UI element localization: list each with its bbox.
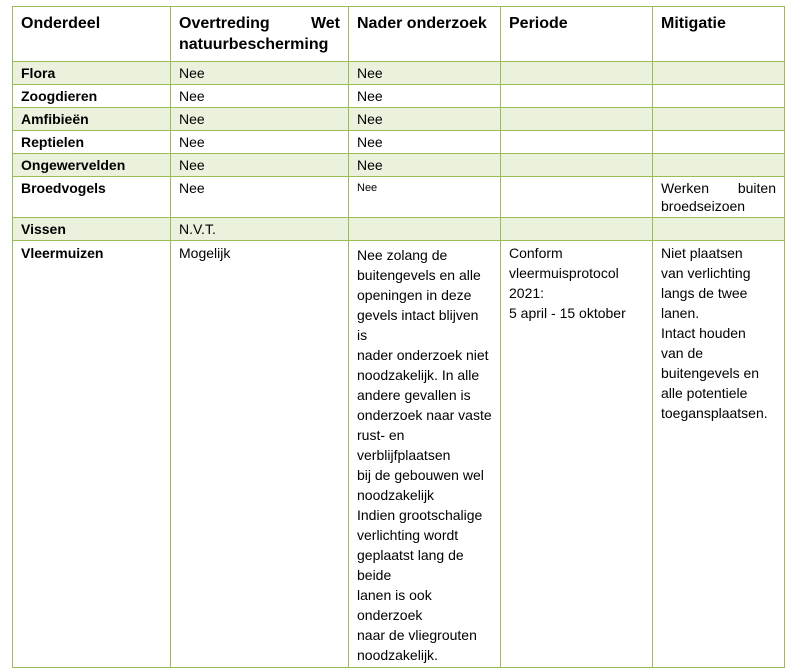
table-row <box>13 241 785 668</box>
text-line: van de <box>661 345 704 361</box>
cell-onderzoek <box>349 241 501 668</box>
text-line: bij de gebouwen wel <box>357 467 484 483</box>
text-line: openingen in deze <box>357 287 472 303</box>
cell-periode <box>501 241 653 668</box>
text-line: noodzakelijk. <box>357 647 438 663</box>
cell-overtreding: Nee <box>171 62 349 85</box>
text-line: Niet plaatsen <box>661 245 743 261</box>
cell-mitigatie <box>653 218 785 241</box>
cell-onderdeel: Vleermuizen <box>13 241 171 668</box>
header-onderdeel: Onderdeel <box>13 7 171 62</box>
text-line: Nee zolang de <box>357 247 448 263</box>
cell-periode <box>501 131 653 154</box>
cell-onderzoek: Nee <box>349 62 501 85</box>
cell-onderzoek: Nee <box>349 177 501 218</box>
table-row <box>13 108 785 131</box>
text-line: vleermuisprotocol <box>509 265 619 281</box>
cell-mitigatie <box>653 62 785 85</box>
header-row <box>13 7 785 62</box>
text-line: geplaatst lang de beide <box>357 547 464 583</box>
text-line: naar de vliegrouten <box>357 627 477 643</box>
text-line: noodzakelijk. In alle <box>357 367 480 383</box>
text-line: andere gevallen is <box>357 387 471 403</box>
cell-onderdeel: Ongewervelden <box>13 154 171 177</box>
table-row <box>13 154 785 177</box>
cell-mitigatie: Werken buiten broedseizoen <box>653 177 785 218</box>
cell-mitigatie <box>653 154 785 177</box>
summary-table <box>12 6 785 668</box>
header-periode: Periode <box>501 7 653 62</box>
table-row <box>13 85 785 108</box>
table-row <box>13 62 785 85</box>
text-line: Indien grootschalige <box>357 507 483 523</box>
text-line: langs de twee <box>661 285 748 301</box>
cell-periode <box>501 108 653 131</box>
cell-onderdeel: Vissen <box>13 218 171 241</box>
text-line: onderzoek naar vaste <box>357 407 492 423</box>
cell-overtreding: Nee <box>171 85 349 108</box>
cell-overtreding: N.V.T. <box>171 218 349 241</box>
text-line: toegansplaatsen. <box>661 405 768 421</box>
text-line: gevels intact blijven is <box>357 307 479 343</box>
header-mitigatie: Mitigatie <box>653 7 785 62</box>
cell-overtreding: Nee <box>171 131 349 154</box>
cell-overtreding: Nee <box>171 154 349 177</box>
cell-onderdeel: Reptielen <box>13 131 171 154</box>
header-overtreding: Overtreding Wet natuurbescherming <box>171 7 349 62</box>
cell-periode <box>501 62 653 85</box>
cell-onderdeel: Flora <box>13 62 171 85</box>
cell-onderzoek <box>349 218 501 241</box>
text-line: alle potentiele <box>661 385 748 401</box>
header-onderzoek: Nader onderzoek <box>349 7 501 62</box>
text-line: 2021: <box>509 285 545 301</box>
text-line: verlichting wordt <box>357 527 459 543</box>
text-line: noodzakelijk <box>357 487 435 503</box>
text-line: nader onderzoek niet <box>357 347 489 363</box>
cell-overtreding: Mogelijk <box>171 241 349 668</box>
cell-periode <box>501 218 653 241</box>
cell-onderzoek: Nee <box>349 85 501 108</box>
cell-periode <box>501 177 653 218</box>
text-line: Intact houden <box>661 325 746 341</box>
cell-mitigatie <box>653 108 785 131</box>
table-row <box>13 218 785 241</box>
table-row <box>13 177 785 218</box>
text-line: buitengevels en alle <box>357 267 481 283</box>
cell-onderzoek: Nee <box>349 108 501 131</box>
text-line: 5 april - 15 oktober <box>509 305 626 321</box>
cell-onderzoek: Nee <box>349 154 501 177</box>
cell-onderdeel: Zoogdieren <box>13 85 171 108</box>
cell-periode <box>501 154 653 177</box>
cell-onderdeel: Amfibieën <box>13 108 171 131</box>
text-line: rust- en verblijfplaatsen <box>357 427 451 463</box>
text-line: lanen is ook onderzoek <box>357 587 432 623</box>
text-line: Conform <box>509 245 563 261</box>
cell-overtreding: Nee <box>171 177 349 218</box>
cell-mitigatie <box>653 241 785 668</box>
cell-overtreding: Nee <box>171 108 349 131</box>
table-row <box>13 131 785 154</box>
cell-periode <box>501 85 653 108</box>
cell-onderdeel: Broedvogels <box>13 177 171 218</box>
text-line: van verlichting <box>661 265 751 281</box>
text-line: lanen. <box>661 305 700 321</box>
cell-mitigatie <box>653 85 785 108</box>
cell-mitigatie <box>653 131 785 154</box>
cell-onderzoek: Nee <box>349 131 501 154</box>
text-line: buitengevels en <box>661 365 760 381</box>
